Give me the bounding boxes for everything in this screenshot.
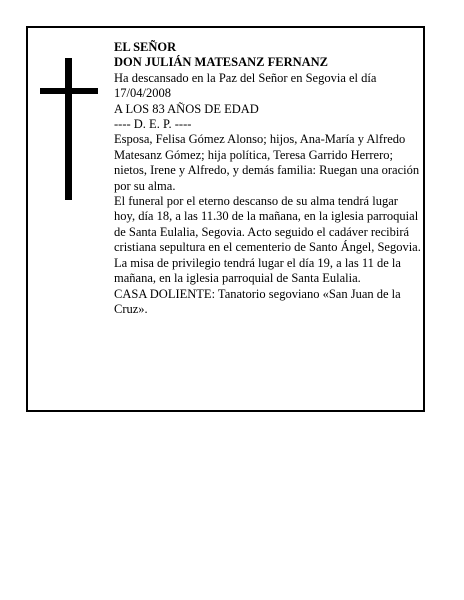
mourning-house: CASA DOLIENTE: Tanatorio segoviano «San Juan de la Cruz». <box>114 286 401 316</box>
cross-horizontal-bar <box>40 88 98 94</box>
obituary-notice <box>26 26 425 412</box>
age-statement: A LOS 83 AÑOS DE EDAD <box>114 101 259 116</box>
deceased-name: DON JULIÁN MATESANZ FERNANZ <box>114 55 329 70</box>
obituary-heading: EL SEÑOR <box>114 40 177 54</box>
cross-vertical-bar <box>65 58 72 200</box>
cross-icon <box>40 58 98 200</box>
obituary-text <box>114 40 421 317</box>
rip-line: ---- D. E. P. ---- <box>114 117 192 132</box>
funeral-paragraph: El funeral por el eterno descanso de su alma tendrá lugar hoy, día 18, a las 11.30 de la mañana, en la iglesia parroquial de Santa Eulalia, Segovia. Acto seguido el cadáver recibirá cristiana sepultura en el cementerio de Santo Ángel, Segovia. La misa de privilegio tendrá lugar el día 19, a las 11 de la mañana, en la iglesia parroquial de Santa Eulalia. <box>114 194 421 286</box>
family-paragraph: Esposa, Felisa Gómez Alonso; hijos, Ana-María y Alfredo Matesanz Gómez; hija política, Teresa Garrido Herrero; nietos, Irene y Alfredo, y demás familia: Ruegan una oración por su alma. <box>114 132 420 193</box>
passing-statement: Ha descansado en la Paz del Señor en Segovia el día 17/04/2008 <box>114 70 377 101</box>
